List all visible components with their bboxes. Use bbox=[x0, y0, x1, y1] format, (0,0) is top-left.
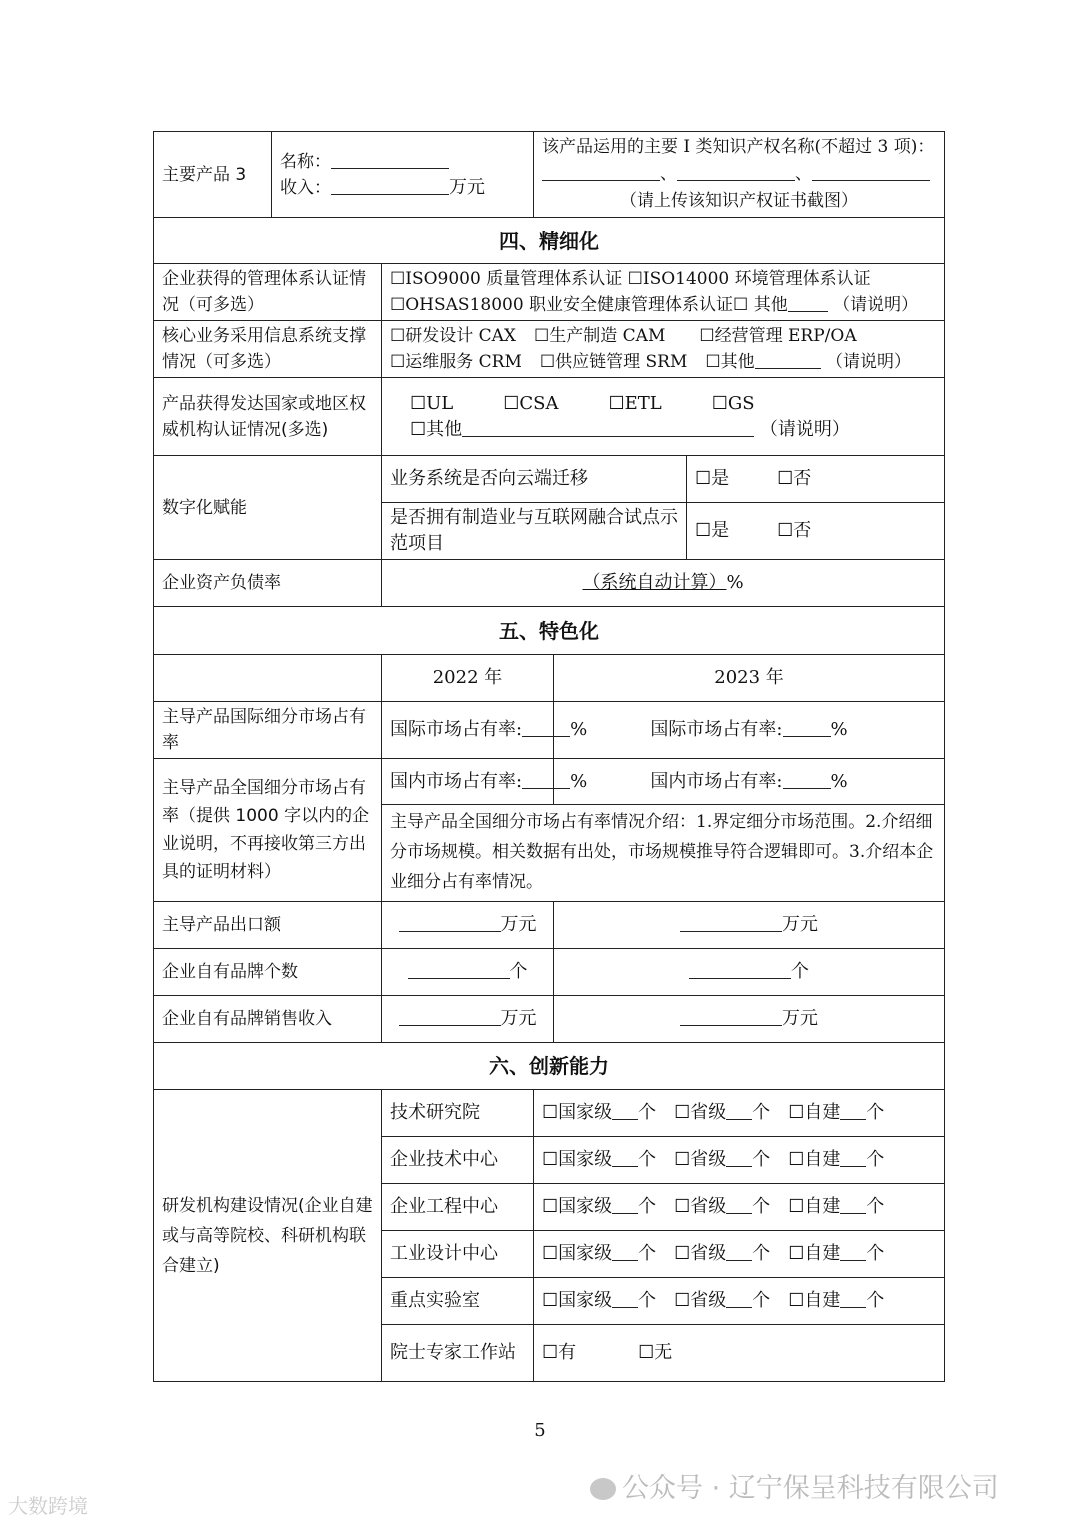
mgmt-opt-ohsas-other[interactable]: ☐OHSAS18000 职业安全健康管理体系认证☐ 其他 bbox=[390, 295, 788, 315]
rd-row-1-options: ☐国家级 个 ☐省级 个 ☐自建 个 bbox=[534, 1137, 945, 1184]
export-2023-blank[interactable] bbox=[680, 913, 782, 932]
info-opt-srm[interactable]: ☐供应链管理 SRM bbox=[539, 352, 688, 372]
intl-2023-blank[interactable] bbox=[783, 718, 831, 737]
brand-sales-2022: 万元 bbox=[382, 996, 554, 1043]
export-label: 主导产品出口额 bbox=[154, 902, 382, 949]
mgmt-options: ☐ISO9000 质量管理体系认证 ☐ISO14000 环境管理体系认证 ☐OHSAS18000 职业安全健康管理体系认证☐ 其他 （请说明） bbox=[382, 264, 945, 321]
year-header-blank bbox=[154, 655, 382, 702]
cert-label: 产品获得发达国家或地区权威机构认证情况(多选) bbox=[154, 378, 382, 456]
cert-opt-other[interactable]: ☐其他 bbox=[410, 418, 463, 440]
info-other-blank[interactable] bbox=[755, 350, 821, 369]
intl-share-label: 主导产品国际细分市场占有率 bbox=[154, 702, 382, 759]
year-2023: 2023 年 bbox=[554, 655, 945, 702]
digital-q2-yes[interactable]: ☐是 bbox=[695, 520, 730, 541]
rd-row-3-options: ☐国家级 个 ☐省级 个 ☐自建 个 bbox=[534, 1231, 945, 1278]
product3-ip-label: 该产品运用的主要 I 类知识产权名称(不超过 3 项)： bbox=[542, 137, 935, 157]
brands-2022-blank[interactable] bbox=[408, 960, 510, 979]
rd-row-4-options: ☐国家级 个 ☐省级 个 ☐自建 个 bbox=[534, 1278, 945, 1325]
application-form-table bbox=[153, 131, 945, 1382]
rd-0-national[interactable]: ☐国家级 bbox=[542, 1102, 613, 1123]
natl-share-label: 主导产品全国细分市场占有率（提供 1000 字以内的企业说明，不再接收第三方出具的证明材料） bbox=[154, 759, 382, 902]
brands-label: 企业自有品牌个数 bbox=[154, 949, 382, 996]
brand-sales-2023: 万元 bbox=[554, 996, 945, 1043]
rd-2-self[interactable]: ☐自建 bbox=[788, 1196, 841, 1217]
cert-options: ☐UL ☐CSA ☐ETL ☐GS ☐其他 （请说明） bbox=[382, 378, 945, 456]
intl-2022-blank[interactable] bbox=[522, 718, 570, 737]
rd-0-self[interactable]: ☐自建 bbox=[788, 1102, 841, 1123]
page-number: 5 bbox=[534, 1420, 546, 1441]
section-6-title: 六、创新能力 bbox=[154, 1043, 945, 1090]
cert-other-blank[interactable] bbox=[462, 418, 754, 437]
debt-value: （系统自动计算）% bbox=[382, 560, 945, 607]
product3-income-blank[interactable] bbox=[331, 176, 449, 195]
section-4-title: 四、精细化 bbox=[154, 218, 945, 264]
rd-0-provincial[interactable]: ☐省级 bbox=[674, 1102, 727, 1123]
brand-sales-2022-blank[interactable] bbox=[399, 1007, 501, 1026]
product3-ip-note: （请上传该知识产权证书截图） bbox=[620, 191, 859, 211]
info-options: ☐研发设计 CAX ☐生产制造 CAM ☐经营管理 ERP/OA ☐运维服务 CRM ☐供应链管理 SRM ☐其他 （请说明） bbox=[382, 321, 945, 378]
digital-q1: 业务系统是否向云端迁移 bbox=[382, 456, 687, 503]
cert-opt-etl[interactable]: ☐ETL bbox=[608, 392, 662, 414]
info-opt-cax[interactable]: ☐研发设计 CAX bbox=[390, 326, 517, 346]
rd-row-1-label: 企业技术中心 bbox=[382, 1137, 534, 1184]
rd-3-provincial[interactable]: ☐省级 bbox=[674, 1243, 727, 1264]
rd-row-4-label: 重点实验室 bbox=[382, 1278, 534, 1325]
export-2022-blank[interactable] bbox=[399, 913, 501, 932]
rd-label: 研发机构建设情况(企业自建或与高等院校、科研机构联合建立) bbox=[154, 1090, 382, 1382]
digital-q2: 是否拥有制造业与互联网融合试点示范项目 bbox=[382, 503, 687, 560]
cert-opt-ul[interactable]: ☐UL bbox=[410, 392, 454, 414]
digital-q1-no[interactable]: ☐否 bbox=[777, 468, 812, 489]
rd-1-national[interactable]: ☐国家级 bbox=[542, 1149, 613, 1170]
export-2022: 万元 bbox=[382, 902, 554, 949]
rd-2-provincial[interactable]: ☐省级 bbox=[674, 1196, 727, 1217]
rd-2-national[interactable]: ☐国家级 bbox=[542, 1196, 613, 1217]
digital-q2-no[interactable]: ☐否 bbox=[777, 520, 812, 541]
year-2022: 2022 年 bbox=[382, 655, 554, 702]
rd-3-self[interactable]: ☐自建 bbox=[788, 1243, 841, 1264]
wechat-icon bbox=[590, 1478, 616, 1500]
intl-share-2022: 国际市场占有率: % bbox=[382, 702, 554, 759]
info-opt-crm[interactable]: ☐运维服务 CRM bbox=[390, 352, 522, 372]
natl-share-2023: 国内市场占有率: % bbox=[554, 759, 945, 805]
rd-4-provincial[interactable]: ☐省级 bbox=[674, 1290, 727, 1311]
product3-name-income: 名称： 收入： 万元 bbox=[272, 132, 534, 218]
watermark-secondary: 大数跨境 bbox=[8, 1494, 88, 1518]
cert-opt-gs[interactable]: ☐GS bbox=[711, 392, 755, 414]
mgmt-opt-iso14000[interactable]: ☐ISO14000 环境管理体系认证 bbox=[627, 269, 871, 289]
rd-1-self[interactable]: ☐自建 bbox=[788, 1149, 841, 1170]
brands-2022: 个 bbox=[382, 949, 554, 996]
brands-2023: 个 bbox=[554, 949, 945, 996]
academician-label: 院士专家工作站 bbox=[382, 1325, 534, 1382]
rd-4-national[interactable]: ☐国家级 bbox=[542, 1290, 613, 1311]
section-5-title: 五、特色化 bbox=[154, 607, 945, 655]
academician-none[interactable]: ☐无 bbox=[638, 1342, 673, 1363]
rd-1-provincial[interactable]: ☐省级 bbox=[674, 1149, 727, 1170]
academician-have[interactable]: ☐有 bbox=[542, 1342, 577, 1363]
rd-4-self[interactable]: ☐自建 bbox=[788, 1290, 841, 1311]
info-opt-erp[interactable]: ☐经营管理 ERP/OA bbox=[699, 326, 857, 346]
natl-share-2022: 国内市场占有率: % bbox=[382, 759, 554, 805]
cert-opt-csa[interactable]: ☐CSA bbox=[503, 392, 559, 414]
rd-3-national[interactable]: ☐国家级 bbox=[542, 1243, 613, 1264]
ip-blank-1[interactable] bbox=[542, 162, 660, 181]
natl-2023-blank[interactable] bbox=[783, 770, 831, 789]
digital-q2-options bbox=[687, 503, 945, 560]
debt-label: 企业资产负债率 bbox=[154, 560, 382, 607]
ip-blank-3[interactable] bbox=[812, 162, 930, 181]
brands-2023-blank[interactable] bbox=[689, 960, 791, 979]
mgmt-other-blank[interactable] bbox=[788, 293, 828, 312]
product3-name-blank[interactable] bbox=[331, 150, 449, 169]
natl-2022-blank[interactable] bbox=[522, 770, 570, 789]
rd-row-2-label: 企业工程中心 bbox=[382, 1184, 534, 1231]
rd-row-0-options: ☐国家级 个 ☐省级 个 ☐自建 个 bbox=[534, 1090, 945, 1137]
rd-row-2-options: ☐国家级 个 ☐省级 个 ☐自建 个 bbox=[534, 1184, 945, 1231]
natl-share-desc[interactable]: 主导产品全国细分市场占有率情况介绍：1.界定细分市场范围。2.介绍细分市场规模。相关数据有出处，市场规模推导符合逻辑即可。3.介绍本企业细分占有率情况。 bbox=[382, 805, 945, 902]
info-opt-other[interactable]: ☐其他 bbox=[705, 352, 755, 372]
intl-share-2023: 国际市场占有率: % bbox=[554, 702, 945, 759]
info-opt-cam[interactable]: ☐生产制造 CAM bbox=[534, 326, 666, 346]
info-label: 核心业务采用信息系统支撑情况（可多选） bbox=[154, 321, 382, 378]
watermark: 公众号 · 辽宁保呈科技有限公司 bbox=[590, 1466, 999, 1505]
digital-label: 数字化赋能 bbox=[154, 456, 382, 560]
ip-blank-2[interactable] bbox=[677, 162, 795, 181]
brand-sales-2023-blank[interactable] bbox=[680, 1007, 782, 1026]
rd-row-0-label: 技术研究院 bbox=[382, 1090, 534, 1137]
digital-q1-options bbox=[687, 456, 945, 503]
product3-label: 主要产品 3 bbox=[154, 132, 272, 218]
mgmt-opt-iso9000[interactable]: ☐ISO9000 质量管理体系认证 bbox=[390, 269, 623, 289]
brand-sales-label: 企业自有品牌销售收入 bbox=[154, 996, 382, 1043]
academician-options bbox=[534, 1325, 945, 1382]
mgmt-label: 企业获得的管理体系认证情况（可多选） bbox=[154, 264, 382, 321]
export-2023: 万元 bbox=[554, 902, 945, 949]
digital-q1-yes[interactable]: ☐是 bbox=[695, 468, 730, 489]
rd-row-3-label: 工业设计中心 bbox=[382, 1231, 534, 1278]
product3-ip-cell: 该产品运用的主要 I 类知识产权名称(不超过 3 项)： 、 、 （请上传该知识产权证书截图） bbox=[534, 132, 945, 218]
